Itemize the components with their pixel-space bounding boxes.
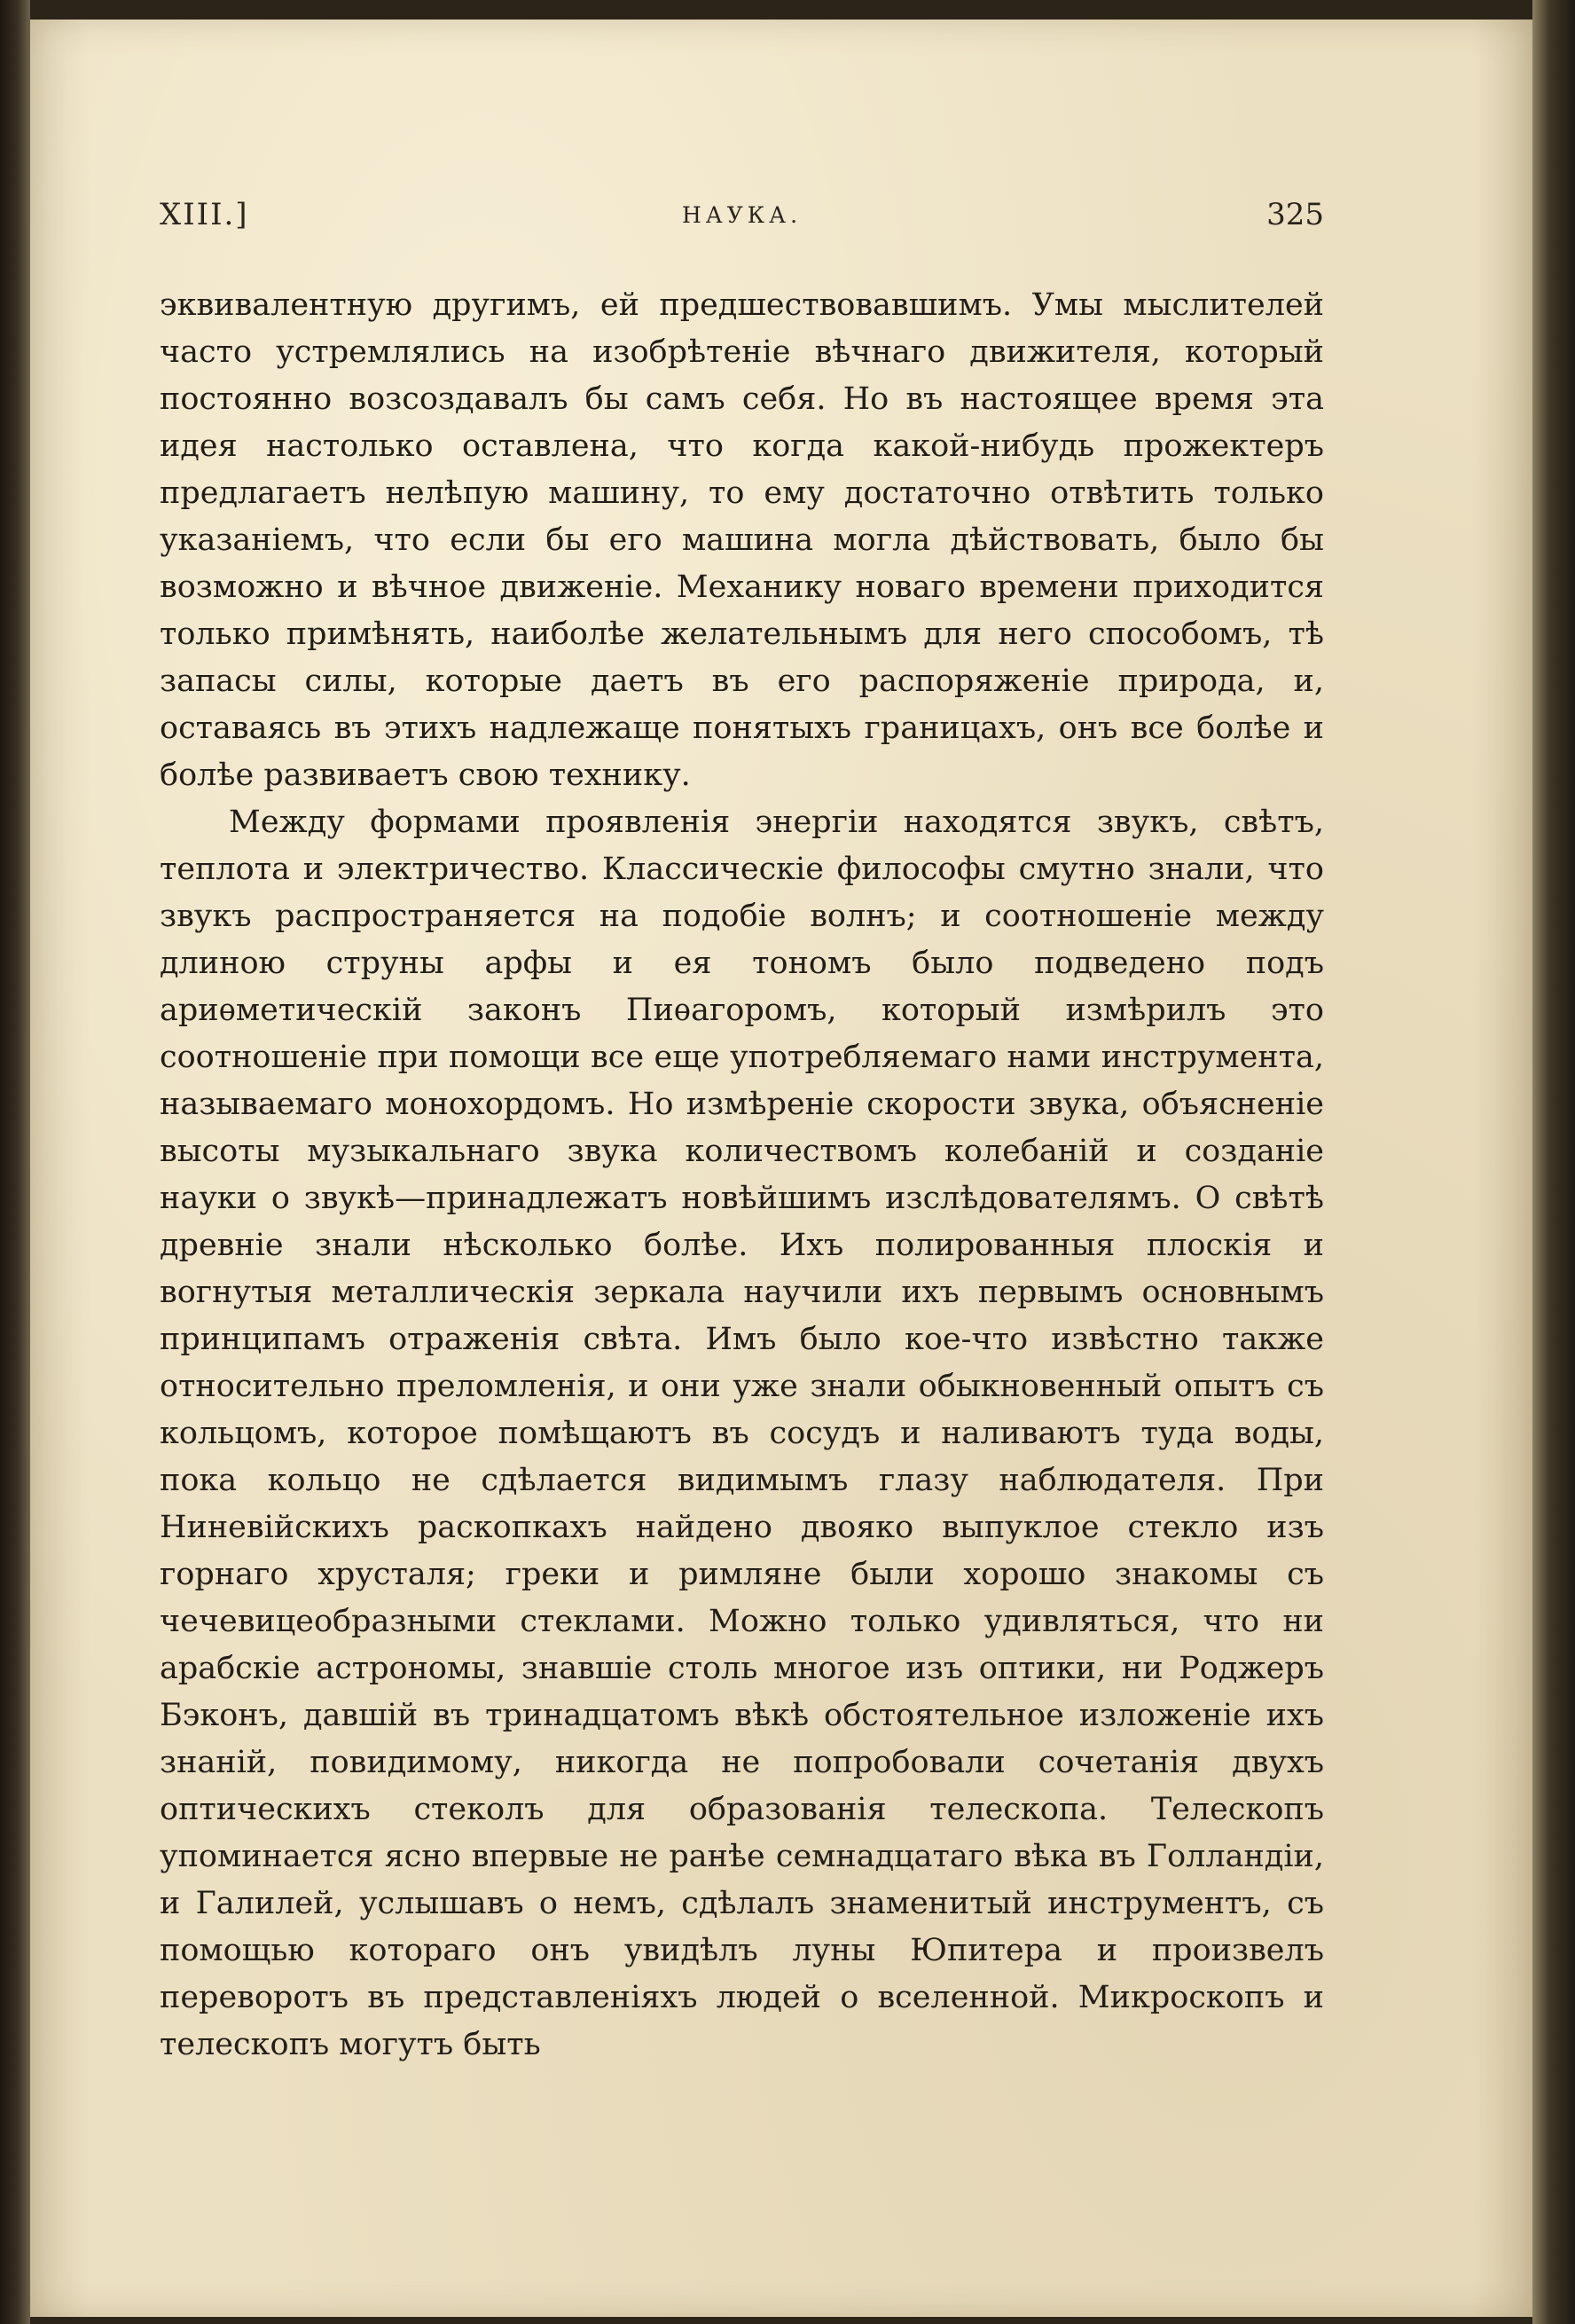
body-text xyxy=(160,282,1324,2069)
paragraph-continuation: эквивалентную другимъ, ей предшествовавшимъ. Умы мыслителей часто устремлялись на изобрѣтеніе вѣчнаго движителя, который постоянно возсоздавалъ бы самъ себя. Но въ настоящее время эта идея настолько оставлена, что когда какой-нибудь прожектеръ предлагаетъ нелѣпую машину, то ему достаточно отвѣтить только указаніемъ, что если бы его машина могла дѣйствовать, было бы возможно и вѣчное движеніе. Механику новаго времени приходится только примѣнять, наиболѣе желательнымъ для него способомъ, тѣ запасы силы, которые даетъ въ его распоряженіе природа, и, оставаясь въ этихъ надлежаще понятыхъ границахъ, онъ все болѣе и болѣе развиваетъ свою технику. xyxy=(160,287,1324,793)
paragraph-energy-forms: Между формами проявленія энергіи находятся звукъ, свѣтъ, теплота и электричество. Классическіе философы смутно знали, что звукъ распространяется на подобіе волнъ; и соотношеніе между длиною струны арфы и ея тономъ было подведено подъ ариѳметическій законъ Пиѳагоромъ, который измѣрилъ это соотношеніе при помощи все еще употребляемаго нами инструмента, называемаго монохордомъ. Но измѣреніе скорости звука, объясненіе высоты музыкальнаго звука количествомъ колебаній и созданіе науки о звукѣ—принадлежатъ новѣйшимъ изслѣдователямъ. О свѣтѣ древніе знали нѣсколько болѣе. Ихъ полированныя плоскія и вогнутыя металлическія зеркала научили ихъ первымъ основнымъ принципамъ отраженія свѣта. Имъ было кое-что извѣстно также относительно преломленія, и они уже знали обыкновенный опытъ съ кольцомъ, которое помѣщаютъ въ сосудъ и наливаютъ туда воды, пока кольцо не сдѣлается видимымъ глазу наблюдателя. При Ниневійскихъ раскопкахъ найдено двояко выпуклое стекло изъ горнаго хрусталя; греки и римляне были хорошо знакомы съ чечевицеобразными стеклами. Можно только удивляться, что ни арабскіе астрономы, знавшіе столь многое изъ оптики, ни Роджеръ Бэконъ, давшій въ тринадцатомъ вѣкѣ обстоятельное изложеніе ихъ знаній, повидимому, никогда не попробовали сочетанія двухъ оптическихъ стеколъ для образованія телескопа. Телескопъ упоминается ясно впервые не ранѣе семнадцатаго вѣка въ Голландіи, и Галилей, услышавъ о немъ, сдѣлалъ знаменитый инструментъ, съ помощью котораго онъ увидѣлъ луны Юпитера и произвелъ переворотъ въ представленіяхъ людей о вселенной. Микроскопъ и телескопъ могутъ быть xyxy=(160,805,1324,2062)
running-title: НАУКА. xyxy=(681,202,803,228)
running-head xyxy=(160,197,1324,250)
page-number: 325 xyxy=(1266,197,1324,232)
book-fore-edge xyxy=(1532,0,1575,2324)
book-spine-edge xyxy=(0,0,30,2324)
chapter-number: XIII.] xyxy=(160,197,249,232)
